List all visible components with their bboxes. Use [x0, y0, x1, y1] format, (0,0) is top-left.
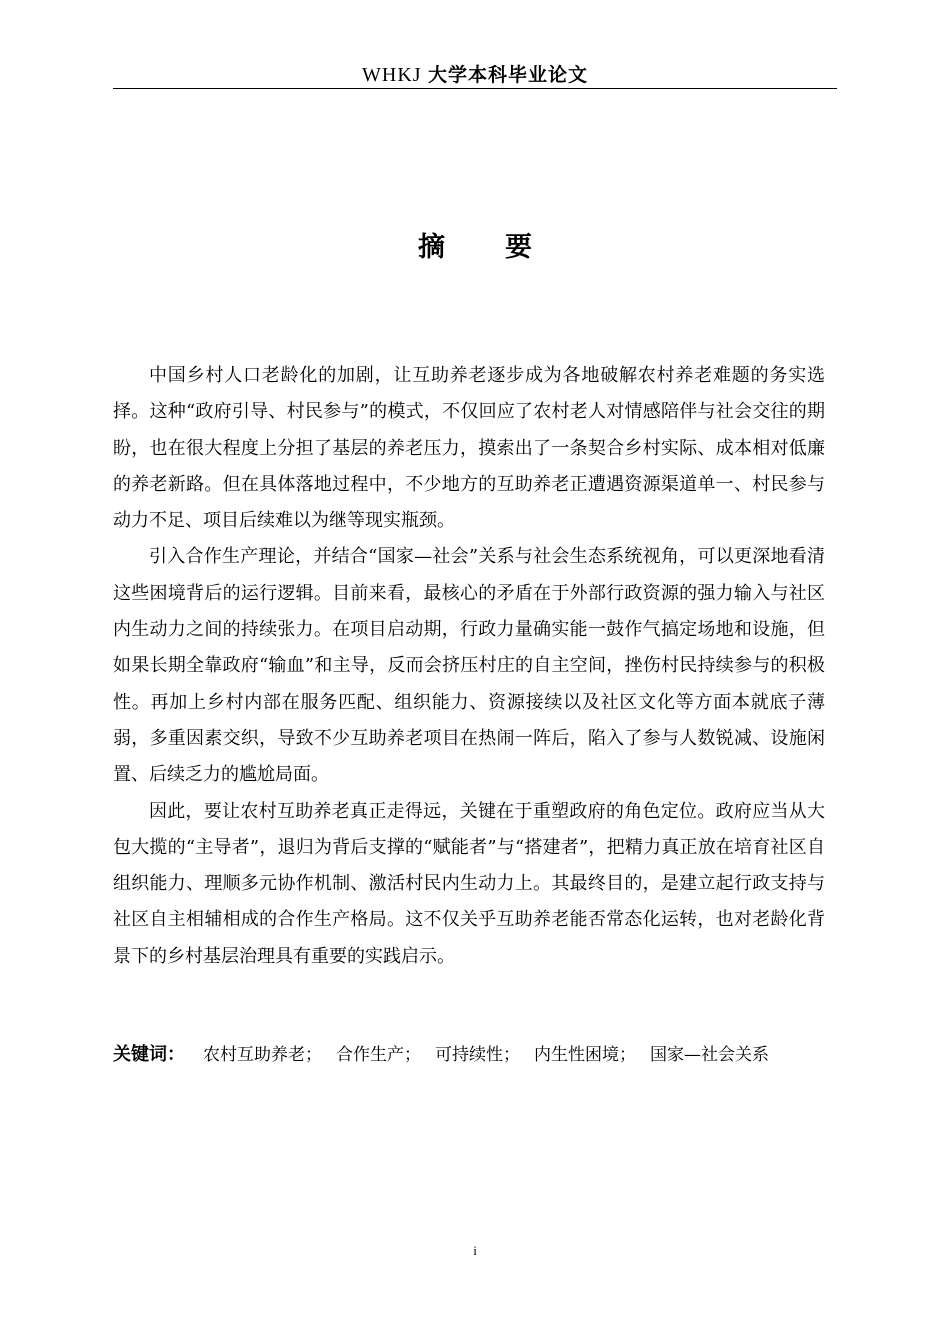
- abstract-paragraph: 引入合作生产理论，并结合“国家—社会”关系与社会生态系统视角，可以更深地看清这些困境背后的运行逻辑。目前来看，最核心的矛盾在于外部行政资源的强力输入与社区内生动力之间的持续张力。在项目启动期，行政力量确实能一鼓作气搞定场地和设施，但如果长期全靠政府“输血”和主导，反而会挤压村庄的自主空间，挫伤村民持续参与的积极性。再加上乡村内部在服务匹配、组织能力、资源接续以及社区文化等方面本就底子薄弱，多重因素交织，导致不少互助养老项目在热闹一阵后，陷入了参与人数锐减、设施闲置、后续乏力的尴尬局面。: [113, 546, 825, 786]
- keywords-line: [113, 1038, 837, 1072]
- keyword-item: 内生性困境；: [534, 1045, 636, 1065]
- header-title: 大学本科毕业论文: [427, 64, 588, 86]
- keyword-item: 国家—社会关系: [650, 1045, 769, 1065]
- keyword-item: 农村互助养老；: [203, 1045, 322, 1065]
- abstract-paragraph: 因此，要让农村互助养老真正走得远，关键在于重塑政府的角色定位。政府应当从大包大揽的“主导者”，退归为背后支撑的“赋能者”与“搭建者”，把精力真正放在培育社区自组织能力、理顺多元协作机制、激活村民内生动力上。其最终目的，是建立起行政支持与社区自主相辅相成的合作生产格局。这不仅关乎互助养老能否常态化运转，也对老龄化背景下的乡村基层治理具有重要的实践启示。: [113, 800, 825, 967]
- abstract-body: [113, 358, 825, 975]
- page-number: i: [473, 1243, 477, 1258]
- keyword-item: 可持续性；: [435, 1045, 520, 1065]
- keyword-item: 合作生产；: [336, 1045, 421, 1065]
- keywords-label: 关键词：: [113, 1044, 185, 1065]
- abstract-paragraph: 中国乡村人口老龄化的加剧，让互助养老逐步成为各地破解农村养老难题的务实选择。这种“政府引导、村民参与”的模式，不仅回应了农村老人对情感陪伴与社会交往的期盼，也在很大程度上分担了基层的养老压力，摸索出了一条契合乡村实际、成本相对低廉的养老新路。但在具体落地过程中，不少地方的互助养老正遭遇资源渠道单一、村民参与动力不足、项目后续难以为继等现实瓶颈。: [113, 365, 825, 532]
- header-rule: [113, 88, 837, 89]
- running-header: [113, 60, 837, 89]
- abstract-title: 摘要: [418, 232, 592, 263]
- header-latin: WHKJ: [362, 64, 422, 86]
